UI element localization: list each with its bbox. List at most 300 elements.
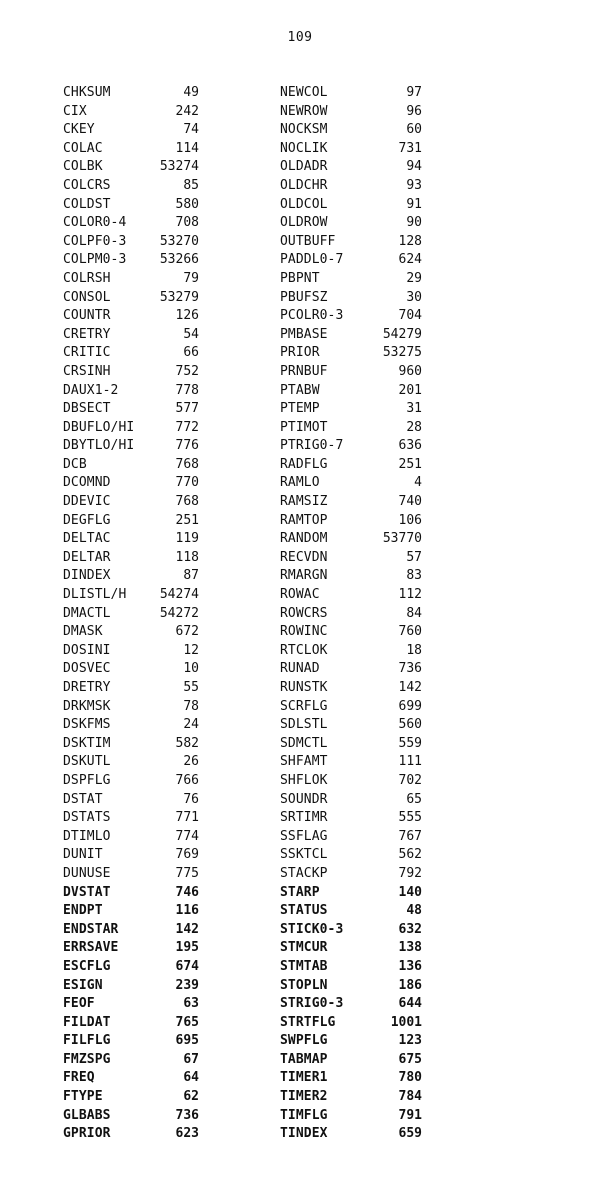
symbol-address: 90 [406, 215, 422, 231]
symbol-row [63, 512, 199, 531]
symbol-row [280, 902, 422, 921]
symbol-row [63, 939, 199, 958]
symbol-row [280, 716, 422, 735]
symbol-address: 128 [398, 233, 422, 249]
symbol-address: 12 [183, 642, 199, 658]
symbol-row [63, 772, 199, 791]
symbol-address: 142 [398, 680, 422, 695]
symbol-address: 768 [175, 456, 199, 472]
symbol-name: PTRIG0-7 [280, 438, 344, 454]
symbol-address: 644 [398, 996, 422, 1012]
symbol-name: COLPF0-3 [63, 233, 127, 249]
symbol-address: 53270 [159, 233, 199, 249]
symbol-address: 767 [398, 828, 422, 844]
symbol-row [63, 1088, 199, 1107]
symbol-name: ESCFLG [63, 958, 111, 974]
symbol-row [280, 512, 422, 531]
symbol-row [280, 1032, 422, 1051]
symbol-row [280, 1051, 422, 1070]
symbol-address: 201 [398, 382, 422, 398]
symbol-row [63, 400, 199, 419]
symbol-address: 736 [175, 1107, 199, 1123]
symbol-address: 119 [175, 531, 199, 547]
symbol-address: 85 [183, 177, 199, 193]
symbol-name: SCRFLG [280, 698, 328, 714]
symbol-name: ENDSTAR [63, 921, 119, 937]
symbol-row [280, 846, 422, 865]
symbol-address: 765 [175, 1014, 199, 1030]
symbol-address: 766 [175, 772, 199, 788]
symbol-address: 251 [175, 512, 199, 528]
symbol-row [63, 865, 199, 884]
symbol-row [280, 326, 422, 345]
symbol-address: 582 [175, 735, 199, 751]
symbol-row [63, 791, 199, 810]
symbol-name: FREQ [63, 1070, 95, 1086]
symbol-name: COLCRS [63, 177, 111, 193]
symbol-address: 48 [406, 903, 422, 919]
symbol-row [280, 437, 422, 456]
symbol-address: 672 [175, 624, 199, 640]
symbol-row [280, 605, 422, 624]
symbol-name: NEWROW [280, 103, 328, 119]
symbol-name: DCB [63, 456, 87, 472]
symbol-row [63, 828, 199, 847]
symbol-name: DBUFLO/HI [63, 419, 135, 435]
symbol-address: 31 [406, 401, 422, 417]
symbol-name: SWPFLG [280, 1033, 328, 1049]
symbol-row [63, 233, 199, 252]
symbol-address: 54 [183, 326, 199, 342]
symbol-name: DMACTL [63, 605, 111, 621]
symbol-row [280, 586, 422, 605]
symbol-name: RAMSIZ [280, 494, 328, 510]
symbol-name: PRIOR [280, 345, 320, 361]
symbol-table-right-column [280, 84, 422, 1144]
symbol-name: PADDL0-7 [280, 252, 344, 268]
symbol-address: 87 [183, 568, 199, 584]
symbol-row [63, 326, 199, 345]
symbol-name: DCOMND [63, 475, 111, 491]
symbol-name: FMZSPG [63, 1051, 111, 1067]
symbol-row [63, 921, 199, 940]
symbol-row [280, 809, 422, 828]
symbol-address: 736 [398, 661, 422, 677]
symbol-name: PTABW [280, 382, 320, 398]
symbol-address: 740 [398, 494, 422, 510]
symbol-name: CONSOL [63, 289, 111, 305]
symbol-address: 63 [183, 996, 199, 1012]
symbol-row [280, 121, 422, 140]
symbol-row [280, 549, 422, 568]
symbol-address: 624 [398, 252, 422, 268]
symbol-row [280, 400, 422, 419]
symbol-name: STATUS [280, 903, 328, 919]
symbol-address: 112 [398, 587, 422, 603]
symbol-row [63, 735, 199, 754]
symbol-name: OLDADR [280, 159, 328, 175]
symbol-row [280, 251, 422, 270]
symbol-row [63, 642, 199, 661]
symbol-name: ROWCRS [280, 605, 328, 621]
symbol-row [63, 958, 199, 977]
symbol-address: 699 [398, 698, 422, 714]
symbol-address: 83 [406, 568, 422, 584]
symbol-row [63, 456, 199, 475]
symbol-address: 784 [398, 1089, 422, 1105]
symbol-address: 791 [398, 1107, 422, 1123]
symbol-address: 93 [406, 177, 422, 193]
symbol-row [63, 121, 199, 140]
symbol-address: 674 [175, 958, 199, 974]
symbol-address: 702 [398, 772, 422, 788]
symbol-address: 67 [183, 1051, 199, 1067]
symbol-name: GPRIOR [63, 1126, 111, 1142]
symbol-name: DOSVEC [63, 661, 111, 677]
symbol-name: SRTIMR [280, 810, 328, 826]
symbol-name: ENDPT [63, 903, 103, 919]
symbol-address: 559 [398, 735, 422, 751]
symbol-row [63, 605, 199, 624]
symbol-name: SSFLAG [280, 828, 328, 844]
symbol-name: DELTAR [63, 549, 111, 565]
symbol-name: DUNIT [63, 847, 103, 863]
symbol-name: RTCLOK [280, 642, 328, 658]
symbol-row [280, 289, 422, 308]
symbol-name: DDEVIC [63, 494, 111, 510]
symbol-address: 769 [175, 847, 199, 863]
symbol-name: RUNSTK [280, 680, 328, 695]
symbol-row [280, 103, 422, 122]
symbol-address: 778 [175, 382, 199, 398]
symbol-row [63, 586, 199, 605]
symbol-name: ROWAC [280, 587, 320, 603]
symbol-name: NOCKSM [280, 122, 328, 138]
symbol-name: OLDCHR [280, 177, 328, 193]
symbol-row [280, 1069, 422, 1088]
symbol-row [280, 623, 422, 642]
symbol-row [63, 270, 199, 289]
symbol-address: 64 [183, 1070, 199, 1086]
symbol-row [280, 567, 422, 586]
symbol-name: DBSECT [63, 401, 111, 417]
symbol-address: 126 [175, 308, 199, 324]
symbol-name: DEGFLG [63, 512, 111, 528]
symbol-name: COLRSH [63, 270, 111, 286]
symbol-name: RECVDN [280, 549, 328, 565]
symbol-name: CHKSUM [63, 85, 111, 100]
symbol-address: 66 [183, 345, 199, 361]
symbol-address: 53274 [159, 159, 199, 175]
symbol-row [63, 1014, 199, 1033]
symbol-address: 186 [398, 977, 422, 993]
symbol-address: 97 [406, 85, 422, 100]
symbol-row [280, 1107, 422, 1126]
symbol-row [280, 344, 422, 363]
symbol-name: CRSINH [63, 363, 111, 379]
symbol-address: 29 [406, 270, 422, 286]
symbol-row [280, 530, 422, 549]
page-number: 109 [287, 30, 313, 45]
symbol-row [280, 158, 422, 177]
symbol-address: 53266 [159, 252, 199, 268]
symbol-address: 24 [183, 717, 199, 733]
symbol-name: DOSINI [63, 642, 111, 658]
symbol-address: 55 [183, 680, 199, 695]
symbol-address: 60 [406, 122, 422, 138]
symbol-row [280, 363, 422, 382]
symbol-name: STACKP [280, 865, 328, 881]
symbol-name: STARP [280, 884, 320, 900]
symbol-name: DBYTLO/HI [63, 438, 135, 454]
symbol-address: 555 [398, 810, 422, 826]
symbol-address: 746 [175, 884, 199, 900]
symbol-name: STRIG0-3 [280, 996, 344, 1012]
symbol-address: 91 [406, 196, 422, 212]
symbol-row [280, 698, 422, 717]
symbol-row [63, 846, 199, 865]
symbol-address: 78 [183, 698, 199, 714]
symbol-address: 242 [175, 103, 199, 119]
symbol-name: PCOLR0-3 [280, 308, 344, 324]
symbol-row [280, 977, 422, 996]
symbol-name: PMBASE [280, 326, 328, 342]
symbol-name: COLBK [63, 159, 103, 175]
symbol-row [280, 995, 422, 1014]
symbol-name: TIMER2 [280, 1089, 328, 1105]
symbol-address: 695 [175, 1033, 199, 1049]
symbol-row [63, 419, 199, 438]
symbol-name: NEWCOL [280, 85, 328, 100]
symbol-name: RMARGN [280, 568, 328, 584]
symbol-name: DLISTL/H [63, 587, 127, 603]
symbol-row [63, 307, 199, 326]
symbol-name: DSPFLG [63, 772, 111, 788]
symbol-address: 116 [175, 903, 199, 919]
symbol-row [63, 995, 199, 1014]
symbol-name: STMCUR [280, 940, 328, 956]
symbol-row [280, 828, 422, 847]
symbol-row [63, 214, 199, 233]
symbol-name: NOCLIK [280, 140, 328, 156]
symbol-address: 54272 [159, 605, 199, 621]
symbol-address: 74 [183, 122, 199, 138]
symbol-address: 251 [398, 456, 422, 472]
symbol-name: DELTAC [63, 531, 111, 547]
symbol-table-left-column [63, 84, 199, 1144]
symbol-name: DSKTIM [63, 735, 111, 751]
symbol-name: ROWINC [280, 624, 328, 640]
symbol-row [280, 214, 422, 233]
symbol-address: 142 [175, 921, 199, 937]
symbol-address: 65 [406, 791, 422, 807]
symbol-address: 28 [406, 419, 422, 435]
symbol-address: 4 [414, 475, 422, 491]
symbol-address: 57 [406, 549, 422, 565]
symbol-row [280, 939, 422, 958]
symbol-address: 780 [398, 1070, 422, 1086]
symbol-row [63, 196, 199, 215]
symbol-row [280, 921, 422, 940]
symbol-row [63, 679, 199, 698]
symbol-address: 760 [398, 624, 422, 640]
symbol-address: 138 [398, 940, 422, 956]
symbol-address: 140 [398, 884, 422, 900]
symbol-name: DMASK [63, 624, 103, 640]
symbol-name: DSTAT [63, 791, 103, 807]
symbol-row [280, 791, 422, 810]
symbol-address: 960 [398, 363, 422, 379]
symbol-row [63, 363, 199, 382]
symbol-address: 195 [175, 940, 199, 956]
symbol-address: 53275 [382, 345, 422, 361]
symbol-row [280, 735, 422, 754]
symbol-name: COLOR0-4 [63, 215, 127, 231]
symbol-row [63, 158, 199, 177]
symbol-name: RUNAD [280, 661, 320, 677]
symbol-name: RAMLO [280, 475, 320, 491]
symbol-address: 771 [175, 810, 199, 826]
symbol-address: 114 [175, 140, 199, 156]
symbol-name: COLPM0-3 [63, 252, 127, 268]
symbol-name: PRNBUF [280, 363, 328, 379]
symbol-name: RAMTOP [280, 512, 328, 528]
symbol-address: 659 [398, 1126, 422, 1142]
symbol-address: 54279 [382, 326, 422, 342]
symbol-row [280, 1014, 422, 1033]
symbol-name: TIMER1 [280, 1070, 328, 1086]
symbol-row [280, 1125, 422, 1144]
symbol-row [280, 382, 422, 401]
symbol-row [280, 493, 422, 512]
symbol-address: 18 [406, 642, 422, 658]
symbol-name: STOPLN [280, 977, 328, 993]
symbol-address: 770 [175, 475, 199, 491]
symbol-name: OLDCOL [280, 196, 328, 212]
symbol-address: 123 [398, 1033, 422, 1049]
symbol-name: FILDAT [63, 1014, 111, 1030]
symbol-row [63, 902, 199, 921]
symbol-row [63, 753, 199, 772]
symbol-row [63, 716, 199, 735]
symbol-row [63, 698, 199, 717]
symbol-address: 30 [406, 289, 422, 305]
symbol-address: 94 [406, 159, 422, 175]
symbol-row [280, 456, 422, 475]
symbol-name: SHFLOK [280, 772, 328, 788]
symbol-row [63, 1069, 199, 1088]
symbol-address: 562 [398, 847, 422, 863]
symbol-row [63, 567, 199, 586]
symbol-row [280, 270, 422, 289]
symbol-address: 96 [406, 103, 422, 119]
symbol-address: 704 [398, 308, 422, 324]
symbol-name: RADFLG [280, 456, 328, 472]
symbol-address: 118 [175, 549, 199, 565]
symbol-address: 632 [398, 921, 422, 937]
symbol-address: 623 [175, 1126, 199, 1142]
symbol-name: TABMAP [280, 1051, 328, 1067]
symbol-name: DTIMLO [63, 828, 111, 844]
symbol-row [63, 1125, 199, 1144]
symbol-name: TIMFLG [280, 1107, 328, 1123]
symbol-name: TINDEX [280, 1126, 328, 1142]
symbol-name: CKEY [63, 122, 95, 138]
symbol-row [280, 140, 422, 159]
symbol-address: 62 [183, 1089, 199, 1105]
symbol-address: 708 [175, 215, 199, 231]
symbol-address: 768 [175, 494, 199, 510]
symbol-name: DSKFMS [63, 717, 111, 733]
symbol-row [63, 530, 199, 549]
symbol-row [63, 289, 199, 308]
symbol-name: COLAC [63, 140, 103, 156]
symbol-row [63, 474, 199, 493]
symbol-address: 636 [398, 438, 422, 454]
symbol-name: STRTFLG [280, 1014, 336, 1030]
symbol-name: CIX [63, 103, 87, 119]
symbol-name: PBPNT [280, 270, 320, 286]
symbol-name: OLDROW [280, 215, 328, 231]
symbol-row [63, 437, 199, 456]
symbol-name: OUTBUFF [280, 233, 336, 249]
symbol-row [280, 84, 422, 103]
symbol-name: DVSTAT [63, 884, 111, 900]
symbol-name: DSKUTL [63, 754, 111, 770]
symbol-address: 239 [175, 977, 199, 993]
symbol-row [63, 493, 199, 512]
symbol-address: 772 [175, 419, 199, 435]
symbol-address: 111 [398, 754, 422, 770]
symbol-name: SHFAMT [280, 754, 328, 770]
symbol-name: PTEMP [280, 401, 320, 417]
symbol-address: 53770 [382, 531, 422, 547]
symbol-name: CRETRY [63, 326, 111, 342]
symbol-name: SDMCTL [280, 735, 328, 751]
symbol-name: FILFLG [63, 1033, 111, 1049]
symbol-address: 752 [175, 363, 199, 379]
symbol-row [280, 196, 422, 215]
symbol-address: 774 [175, 828, 199, 844]
symbol-name: GLBABS [63, 1107, 111, 1123]
symbol-name: FTYPE [63, 1089, 103, 1105]
symbol-name: DSTATS [63, 810, 111, 826]
symbol-address: 775 [175, 865, 199, 881]
symbol-row [280, 958, 422, 977]
symbol-name: DINDEX [63, 568, 111, 584]
symbol-row [280, 1088, 422, 1107]
symbol-name: FEOF [63, 996, 95, 1012]
symbol-address: 136 [398, 958, 422, 974]
symbol-row [63, 623, 199, 642]
symbol-row [63, 660, 199, 679]
symbol-address: 560 [398, 717, 422, 733]
symbol-row [280, 307, 422, 326]
symbol-name: PTIMOT [280, 419, 328, 435]
symbol-row [280, 474, 422, 493]
symbol-row [280, 884, 422, 903]
symbol-row [63, 977, 199, 996]
symbol-row [63, 549, 199, 568]
symbol-row [63, 344, 199, 363]
symbol-name: DRKMSK [63, 698, 111, 714]
symbol-row [63, 382, 199, 401]
symbol-name: ERRSAVE [63, 940, 119, 956]
symbol-address: 675 [398, 1051, 422, 1067]
symbol-row [63, 809, 199, 828]
symbol-row [280, 233, 422, 252]
symbol-name: DUNUSE [63, 865, 111, 881]
